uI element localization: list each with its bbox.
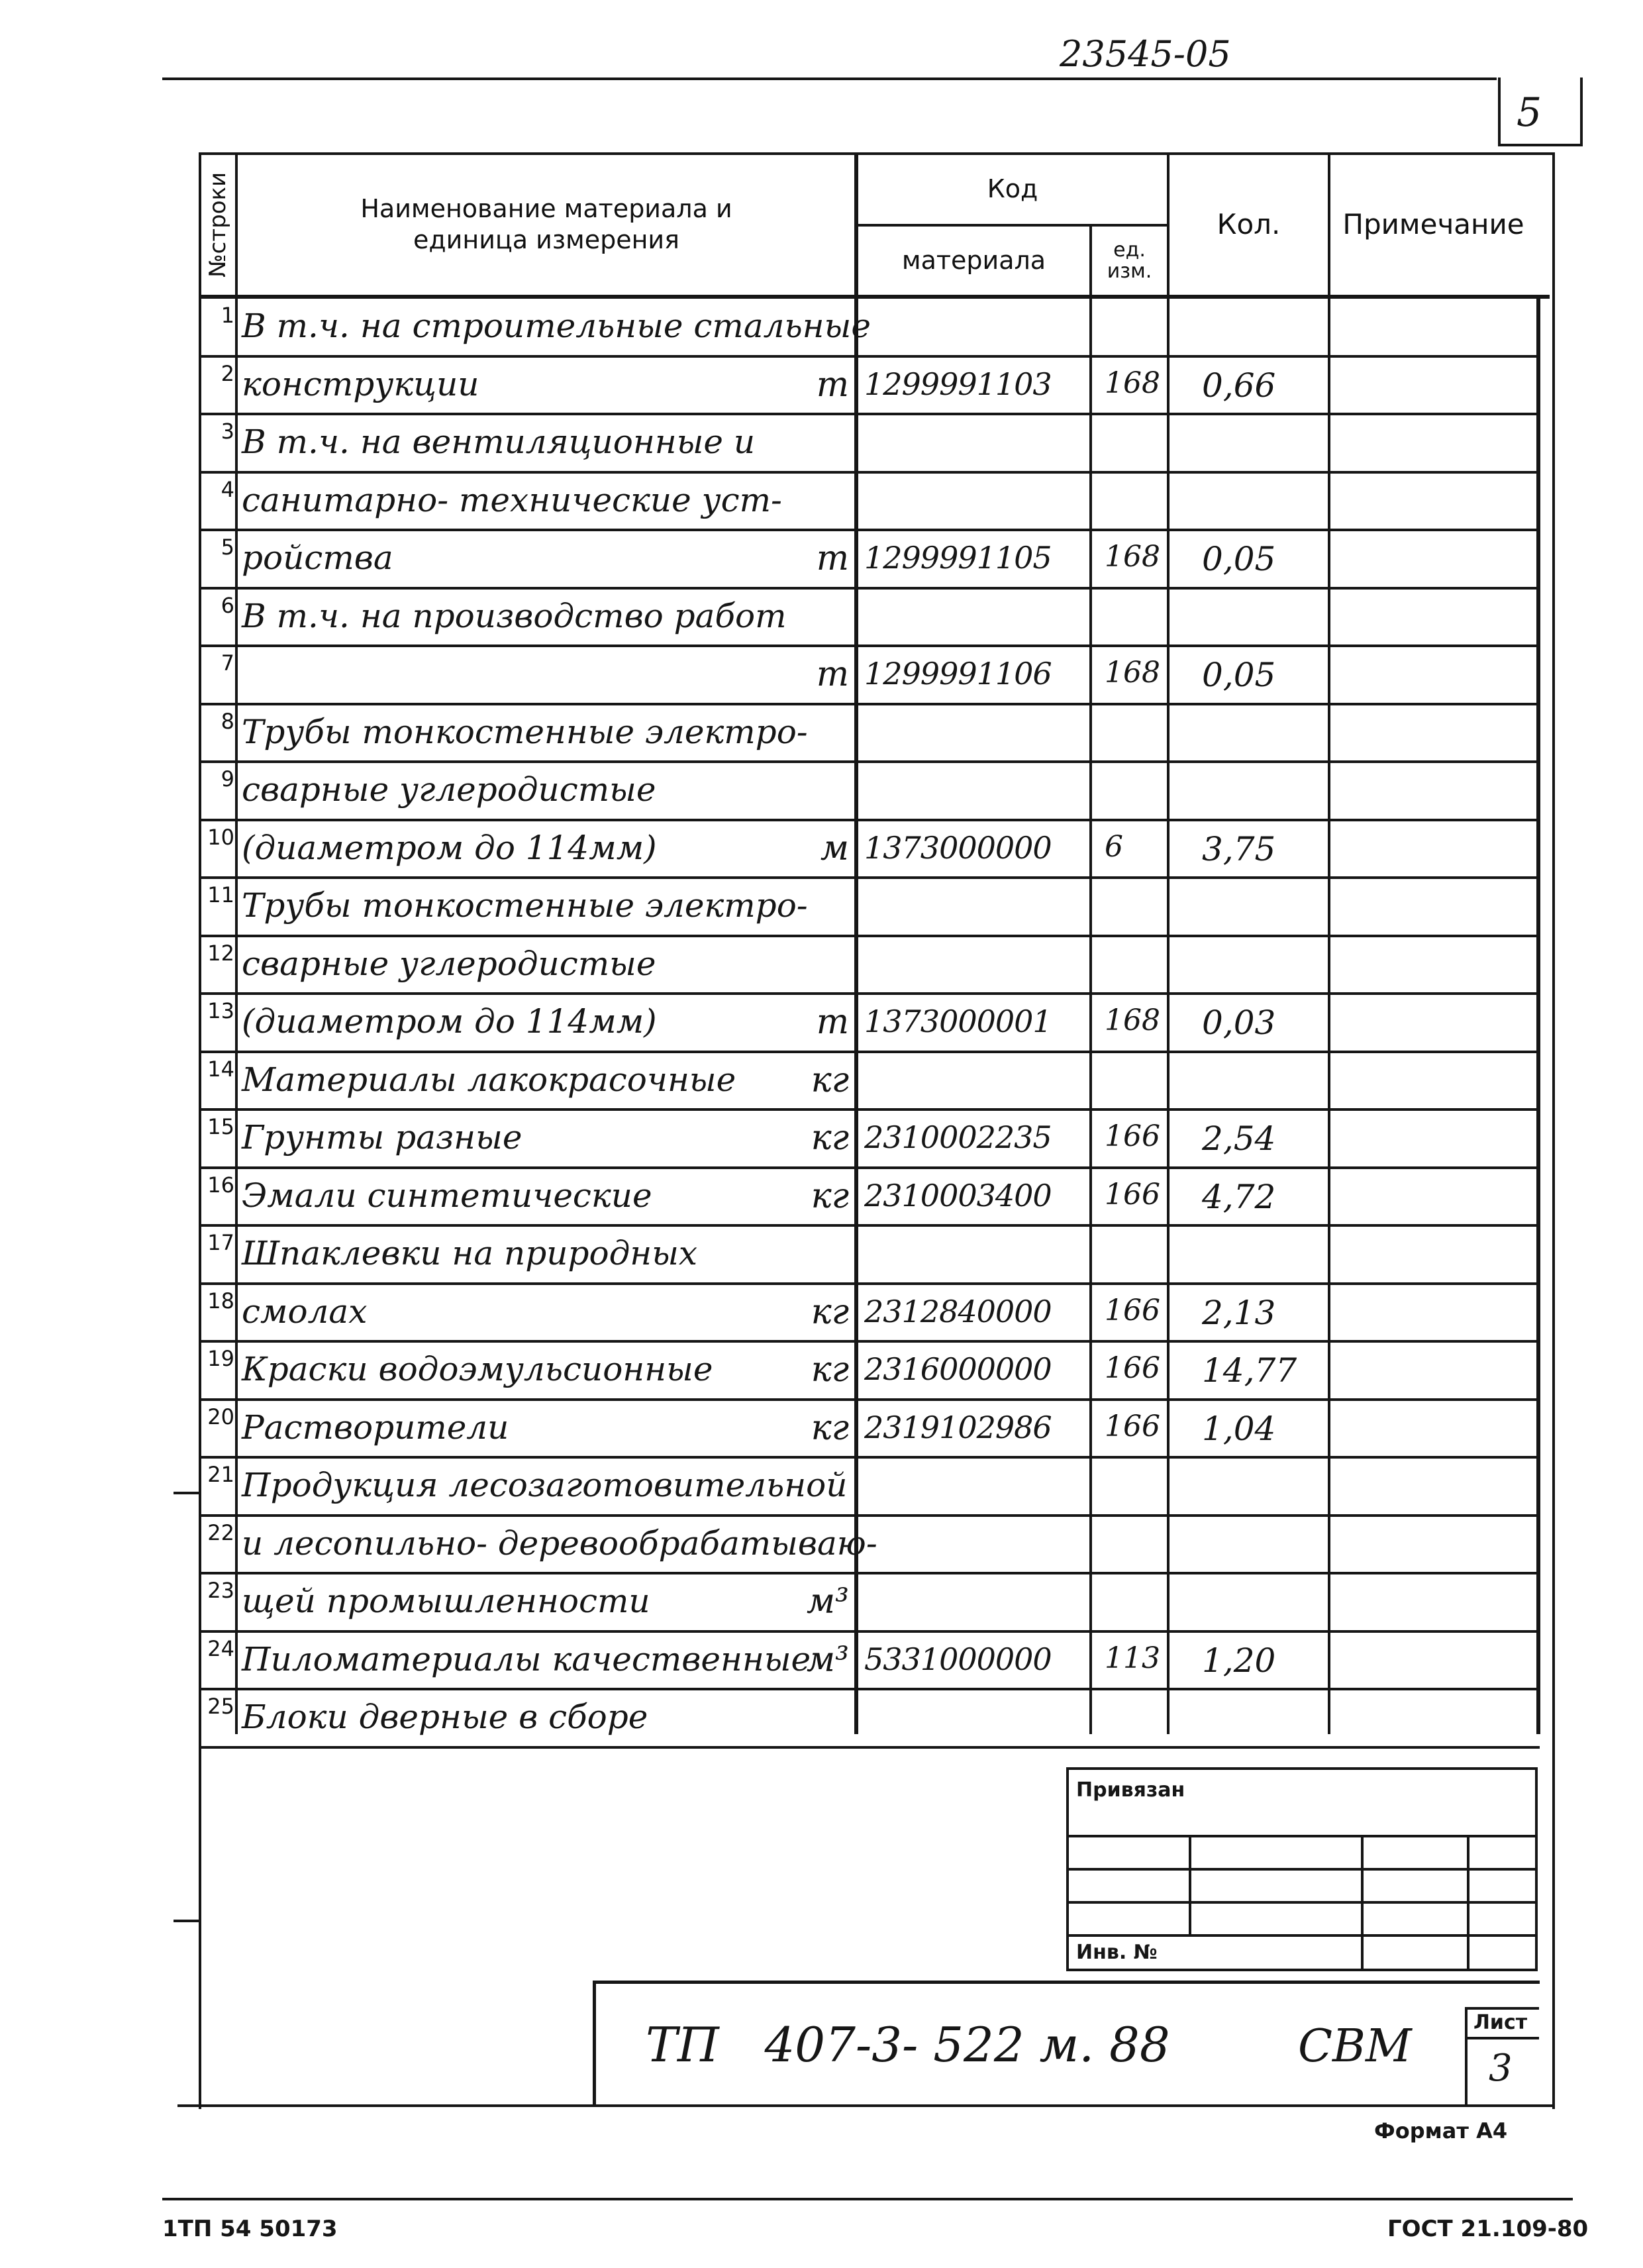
- quantity: 2,13: [1202, 1294, 1276, 1332]
- unit-of-measure: кг: [811, 1350, 849, 1390]
- top-border-line: [162, 77, 1497, 80]
- material-name: и лесопильно- деревообрабатываю-: [242, 1524, 877, 1563]
- table-row: [0, 1574, 1643, 1632]
- unit-of-measure: м³: [807, 1640, 849, 1680]
- margin-tick-2: [174, 1920, 200, 1922]
- material-name: сварные углеродистые: [242, 770, 656, 809]
- table-row: [0, 1168, 1643, 1227]
- sheet-value: 3: [1489, 2047, 1513, 2090]
- row-number: 9: [221, 766, 234, 792]
- unit-code: 168: [1105, 366, 1160, 400]
- row-number: 2: [221, 361, 234, 386]
- row-number: 8: [221, 709, 234, 734]
- quantity: 0,05: [1202, 656, 1276, 694]
- material-name: Грунты разные: [242, 1118, 523, 1157]
- quantity: 1,20: [1202, 1641, 1276, 1680]
- page-number: 5: [1517, 89, 1542, 136]
- material-name: Трубы тонкостенные электро-: [242, 713, 808, 751]
- row-number: 6: [221, 593, 234, 618]
- material-code: 2310002235: [864, 1119, 1052, 1155]
- table-row: [0, 878, 1643, 937]
- row-number: 4: [221, 477, 234, 502]
- table-row: [0, 1400, 1643, 1459]
- table-row: [0, 1226, 1643, 1284]
- stamp-vline-1: [1189, 1835, 1191, 1934]
- table-row: [0, 589, 1643, 647]
- material-name: Пиломатериалы качественные: [242, 1640, 811, 1678]
- material-name: Растворители: [242, 1408, 509, 1447]
- unit-code: 166: [1105, 1119, 1160, 1153]
- unit-code: 166: [1105, 1178, 1160, 1211]
- unit-code: 168: [1105, 540, 1160, 574]
- format-note: Формат А4: [1374, 2118, 1508, 2143]
- unit-code: 168: [1105, 1004, 1160, 1037]
- row-number: 11: [207, 882, 234, 907]
- row-number: 18: [207, 1288, 234, 1314]
- material-name: (диаметром до 114мм): [242, 829, 657, 867]
- material-name: смолах: [242, 1292, 368, 1331]
- header-code: Код: [987, 174, 1038, 204]
- quantity: 2,54: [1202, 1119, 1276, 1158]
- header-code-unit: ед. изм.: [1107, 238, 1152, 283]
- row-number: 17: [207, 1230, 234, 1255]
- material-code: 1373000000: [864, 830, 1052, 866]
- row-number: 10: [207, 825, 234, 850]
- material-code: 2319102986: [864, 1410, 1052, 1445]
- table-row: [0, 357, 1643, 415]
- material-code: 2312840000: [864, 1294, 1052, 1329]
- header-quantity: Кол.: [1217, 208, 1281, 241]
- stamp-vline-3: [1467, 1835, 1469, 1971]
- material-name: В т.ч. на производство работ: [242, 597, 787, 635]
- sheet-vline: [1465, 2007, 1468, 2106]
- row-number: 16: [207, 1172, 234, 1198]
- quantity: 0,03: [1202, 1004, 1276, 1042]
- material-name: Блоки дверные в сборе: [242, 1698, 648, 1736]
- unit-of-measure: т: [816, 539, 849, 578]
- row-number: 24: [207, 1636, 234, 1661]
- material-name: сварные углеродистые: [242, 945, 656, 983]
- footer-left-code: 1ТП 54 50173: [162, 2216, 338, 2242]
- unit-of-measure: т: [816, 1002, 849, 1042]
- table-row: [0, 994, 1643, 1053]
- sheet-label: Лист: [1473, 2011, 1528, 2034]
- row-number: 14: [207, 1057, 234, 1082]
- inv-no-label: Инв. №: [1076, 1941, 1158, 1964]
- material-name: санитарно- технические уст-: [242, 481, 782, 519]
- material-code: 5331000000: [864, 1641, 1052, 1677]
- unit-of-measure: м³: [807, 1582, 849, 1622]
- top-handwritten-number: 23545-05: [1060, 33, 1231, 75]
- row-number: 7: [221, 650, 234, 676]
- table-row: [0, 1632, 1643, 1690]
- material-name: Материалы лакокрасочные: [242, 1060, 736, 1099]
- header-code-material: материала: [901, 245, 1046, 275]
- document-code: ТП 407-3- 522 м. 88: [646, 2017, 1170, 2073]
- quantity: 4,72: [1202, 1178, 1276, 1216]
- quantity: 0,05: [1202, 540, 1276, 578]
- document-mark: СВМ: [1298, 2020, 1412, 2073]
- unit-of-measure: кг: [811, 1060, 849, 1100]
- unit-code: 168: [1105, 656, 1160, 690]
- material-name: ройства: [242, 539, 393, 577]
- material-name: конструкции: [242, 365, 479, 403]
- material-name: Продукция лесозаготовительной: [242, 1466, 848, 1504]
- material-code: 2316000000: [864, 1351, 1052, 1387]
- table-row: [0, 1110, 1643, 1168]
- material-name: Краски водоэмульсионные: [242, 1350, 713, 1388]
- row-number: 22: [207, 1520, 234, 1545]
- row-number: 20: [207, 1404, 234, 1429]
- table-row: [0, 762, 1643, 821]
- material-name: Эмали синтетические: [242, 1176, 652, 1215]
- material-code: 1299991106: [864, 656, 1052, 692]
- material-code: 1299991105: [864, 540, 1052, 576]
- stamp-vline-2: [1361, 1835, 1364, 1971]
- unit-of-measure: т: [816, 365, 849, 405]
- row-number: 13: [207, 998, 234, 1023]
- unit-code: 113: [1105, 1641, 1160, 1675]
- unit-of-measure: кг: [811, 1292, 849, 1332]
- unit-of-measure: т: [816, 654, 849, 694]
- material-name: В т.ч. на строительные стальные: [242, 307, 871, 345]
- unit-code: 6: [1105, 830, 1123, 864]
- table-row: [0, 1342, 1643, 1400]
- sheet-mid-line: [1465, 2037, 1539, 2039]
- table-row: [0, 415, 1643, 473]
- row-number: 3: [221, 419, 234, 444]
- unit-of-measure: м: [820, 829, 849, 868]
- row-number: 19: [207, 1346, 234, 1371]
- material-name: Трубы тонкостенные электро-: [242, 886, 808, 925]
- table-row: [0, 1053, 1643, 1111]
- row-number: 25: [207, 1694, 234, 1719]
- material-name: Шпаклевки на природных: [242, 1234, 698, 1272]
- unit-code: 166: [1105, 1351, 1160, 1385]
- row-number: 5: [221, 535, 234, 560]
- quantity: 14,77: [1202, 1351, 1297, 1390]
- table-row: [0, 473, 1643, 531]
- unit-code: 166: [1105, 1294, 1160, 1327]
- unit-code: 166: [1105, 1410, 1160, 1443]
- material-name: В т.ч. на вентиляционные и: [242, 423, 756, 461]
- material-code: 2310003400: [864, 1178, 1052, 1213]
- row-number: 23: [207, 1578, 234, 1603]
- header-row-number: №строки: [204, 172, 231, 278]
- material-name: (диаметром до 114мм): [242, 1002, 657, 1041]
- table-row: [0, 937, 1643, 995]
- table-row: [0, 1516, 1643, 1574]
- table-row: [0, 646, 1643, 705]
- row-number: 21: [207, 1462, 234, 1487]
- row-number: 15: [207, 1114, 234, 1139]
- unit-of-measure: кг: [811, 1176, 849, 1216]
- unit-of-measure: кг: [811, 1118, 849, 1158]
- table-row: [0, 531, 1643, 589]
- table-row: [0, 1284, 1643, 1343]
- table-row: [0, 1690, 1643, 1748]
- quantity: 3,75: [1202, 830, 1276, 868]
- row-number: 12: [207, 941, 234, 966]
- footer-right-gost: ГОСТ 21.109-80: [1387, 2216, 1589, 2242]
- material-code: 1299991103: [864, 366, 1052, 402]
- bottom-rule: [162, 2198, 1573, 2200]
- quantity: 1,04: [1202, 1410, 1276, 1448]
- privyazan-label: Привязан: [1076, 1778, 1185, 1802]
- table-row: [0, 299, 1643, 357]
- table-row: [0, 1458, 1643, 1516]
- material-code: 1373000001: [864, 1004, 1052, 1039]
- table-row: [0, 821, 1643, 879]
- sheet-top-line: [1465, 2007, 1539, 2010]
- unit-of-measure: кг: [811, 1408, 849, 1448]
- row-number: 1: [221, 303, 234, 328]
- header-name: Наименование материала и единица измерения: [360, 193, 732, 254]
- quantity: 0,66: [1202, 366, 1276, 405]
- header-note: Примечание: [1342, 208, 1524, 241]
- material-name: щей промышленности: [242, 1582, 650, 1620]
- table-row: [0, 705, 1643, 763]
